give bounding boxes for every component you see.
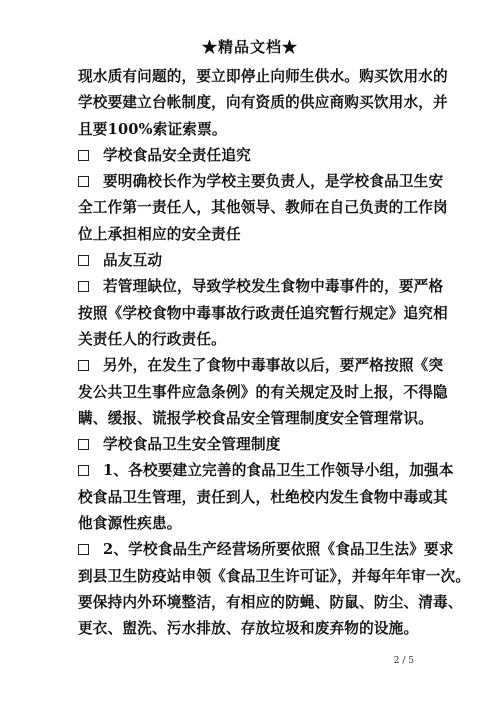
line-text: 关责任人的行政责任。 bbox=[78, 330, 226, 348]
line-text: 品友互动 bbox=[103, 252, 163, 270]
line-text: 要明确校长作为学校主要负责人，是学校食品卫生安 bbox=[103, 173, 444, 191]
text-line bbox=[78, 169, 444, 195]
text-line bbox=[78, 64, 448, 90]
text-line bbox=[78, 327, 422, 353]
text-line bbox=[78, 380, 448, 406]
line-text: 全工作第一责任人，其他领导、教师在自己负责的工作岗 bbox=[78, 199, 448, 217]
text-line bbox=[78, 90, 448, 116]
checkbox-bullet-icon bbox=[78, 465, 89, 476]
line-text: 他食源性疾患。 bbox=[78, 515, 182, 533]
line-text: 发公共卫生事件应急条例》的有关规定及时上报，不得隐 bbox=[78, 383, 448, 401]
line-text: 到县卫生防疫站申领《食品卫生许可证》，并每年年审一次。 bbox=[78, 567, 471, 585]
line-text: 学校食品安全责任追究 bbox=[103, 146, 251, 164]
line-text: 现水质有问题的，要立即停止向师生供水。购买饮用水的 bbox=[78, 68, 448, 85]
line-text: 学校要建立台帐制度，向有资质的供应商购买饮用水，并 bbox=[78, 94, 448, 112]
text-line bbox=[78, 274, 444, 300]
document-header: ★精品文档★ bbox=[201, 38, 298, 56]
text-line bbox=[78, 485, 448, 511]
text-line bbox=[78, 616, 422, 642]
line-text: 要保持内外环境整洁，有相应的防蝇、防鼠、防尘、清毒、 bbox=[78, 593, 463, 611]
page-number: 2 / 5 bbox=[393, 656, 414, 666]
checkbox-bullet-icon bbox=[78, 255, 89, 266]
line-text: 校食品卫生管理，责任到人，杜绝校内发生食物中毒或其 bbox=[78, 488, 448, 506]
text-line bbox=[78, 222, 422, 248]
text-line bbox=[78, 564, 471, 590]
line-text: 且要100%索证索票。 bbox=[78, 120, 227, 138]
line-text: 瞒、缓报、谎报学校食品安全管理制度安全管理常识。 bbox=[78, 409, 434, 427]
checkbox-bullet-icon bbox=[78, 176, 89, 187]
line-text: 更衣、盥洗、污水排放、存放垃圾和废弃物的设施。 bbox=[78, 620, 419, 638]
text-line bbox=[78, 117, 422, 143]
text-line bbox=[78, 248, 422, 274]
text-line bbox=[78, 406, 434, 432]
checkbox-bullet-icon bbox=[78, 150, 89, 161]
text-line bbox=[78, 195, 448, 221]
text-line bbox=[78, 432, 422, 458]
checkbox-bullet-icon bbox=[78, 281, 89, 292]
line-text: 2、学校食品生产经营场所要依照《食品卫生法》要求 bbox=[103, 541, 454, 559]
line-text: 按照《学校食物中毒事故行政责任追究暂行规定》追究相 bbox=[78, 304, 448, 322]
line-text: 另外，在发生了食物中毒事故以后，要严格按照《突 bbox=[103, 357, 444, 375]
line-text: 1、各校要建立完善的食品卫生工作领导小组，加强本 bbox=[103, 462, 454, 480]
text-line bbox=[78, 511, 422, 537]
text-line bbox=[78, 458, 454, 484]
line-text: 位上承担相应的安全责任 bbox=[78, 225, 241, 243]
text-line bbox=[78, 590, 463, 616]
line-text: 学校食品卫生安全管理制度 bbox=[103, 436, 281, 454]
checkbox-bullet-icon bbox=[78, 360, 89, 371]
text-line bbox=[78, 301, 448, 327]
checkbox-bullet-icon bbox=[78, 544, 89, 555]
document-body bbox=[78, 64, 471, 643]
text-line bbox=[78, 537, 454, 563]
text-line bbox=[78, 143, 422, 169]
line-text: 若管理缺位，导致学校发生食物中毒事件的，要严格 bbox=[103, 278, 444, 296]
checkbox-bullet-icon bbox=[78, 439, 89, 450]
text-line bbox=[78, 353, 444, 379]
